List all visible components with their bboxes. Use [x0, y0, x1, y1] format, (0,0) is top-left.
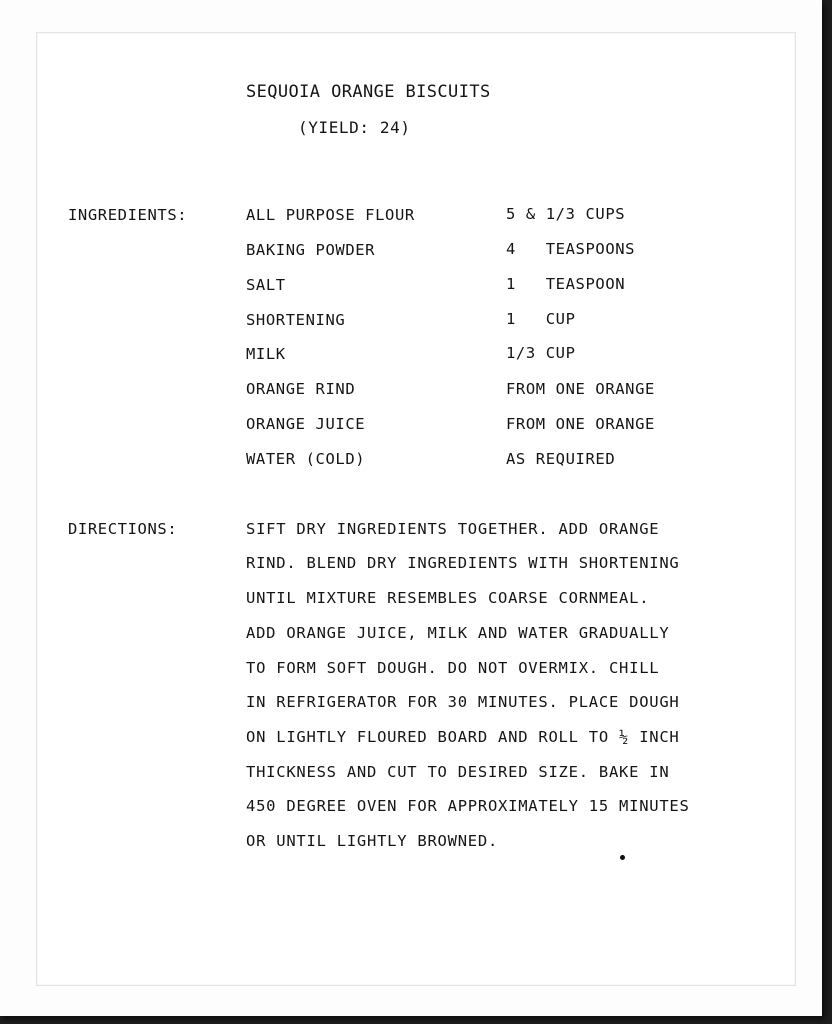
- directions-label: DIRECTIONS:: [68, 520, 178, 538]
- ingredient-name: SHORTENING: [246, 311, 346, 329]
- directions-line: 450 DEGREE OVEN FOR APPROXIMATELY 15 MINUTES: [246, 797, 690, 815]
- ingredient-name: SALT: [246, 276, 286, 294]
- ingredient-amount: FROM ONE ORANGE: [506, 380, 655, 398]
- ingredient-name: MILK: [246, 345, 286, 363]
- ingredient-amount: AS REQUIRED: [506, 450, 616, 468]
- ingredient-name: ORANGE RIND: [246, 380, 356, 398]
- directions-line: ON LIGHTLY FLOURED BOARD AND ROLL TO ½ INCH: [246, 728, 680, 746]
- directions-line: TO FORM SOFT DOUGH. DO NOT OVERMIX. CHILL: [246, 659, 660, 677]
- directions-line: UNTIL MIXTURE RESEMBLES COARSE CORNMEAL.: [246, 589, 650, 607]
- directions-line: SIFT DRY INGREDIENTS TOGETHER. ADD ORANGE: [246, 520, 660, 538]
- ingredient-amount: 4 TEASPOONS: [506, 240, 636, 258]
- ingredient-amount: FROM ONE ORANGE: [506, 415, 655, 433]
- directions-line: ADD ORANGE JUICE, MILK AND WATER GRADUALLY: [246, 624, 670, 642]
- ingredient-amount: 1 CUP: [506, 310, 576, 328]
- directions-line: THICKNESS AND CUT TO DESIRED SIZE. BAKE IN: [246, 763, 670, 781]
- directions-line: RIND. BLEND DRY INGREDIENTS WITH SHORTENING: [246, 554, 680, 572]
- ingredient-amount: 1/3 CUP: [506, 344, 576, 362]
- ingredient-name: WATER (COLD): [246, 450, 366, 468]
- ingredient-name: ORANGE JUICE: [246, 415, 366, 433]
- recipe-title: SEQUOIA ORANGE BISCUITS: [246, 82, 491, 102]
- recipe-yield: (YIELD: 24): [298, 118, 411, 137]
- ink-speck: [620, 855, 625, 860]
- ingredient-name: ALL PURPOSE FLOUR: [246, 206, 415, 224]
- ingredient-name: BAKING POWDER: [246, 241, 376, 259]
- directions-line: IN REFRIGERATOR FOR 30 MINUTES. PLACE DOUGH: [246, 693, 680, 711]
- directions-line: OR UNTIL LIGHTLY BROWNED.: [246, 832, 499, 850]
- ingredients-label: INGREDIENTS:: [68, 206, 188, 224]
- ingredient-amount: 1 TEASPOON: [506, 275, 626, 293]
- ingredient-amount: 5 & 1/3 CUPS: [506, 205, 626, 223]
